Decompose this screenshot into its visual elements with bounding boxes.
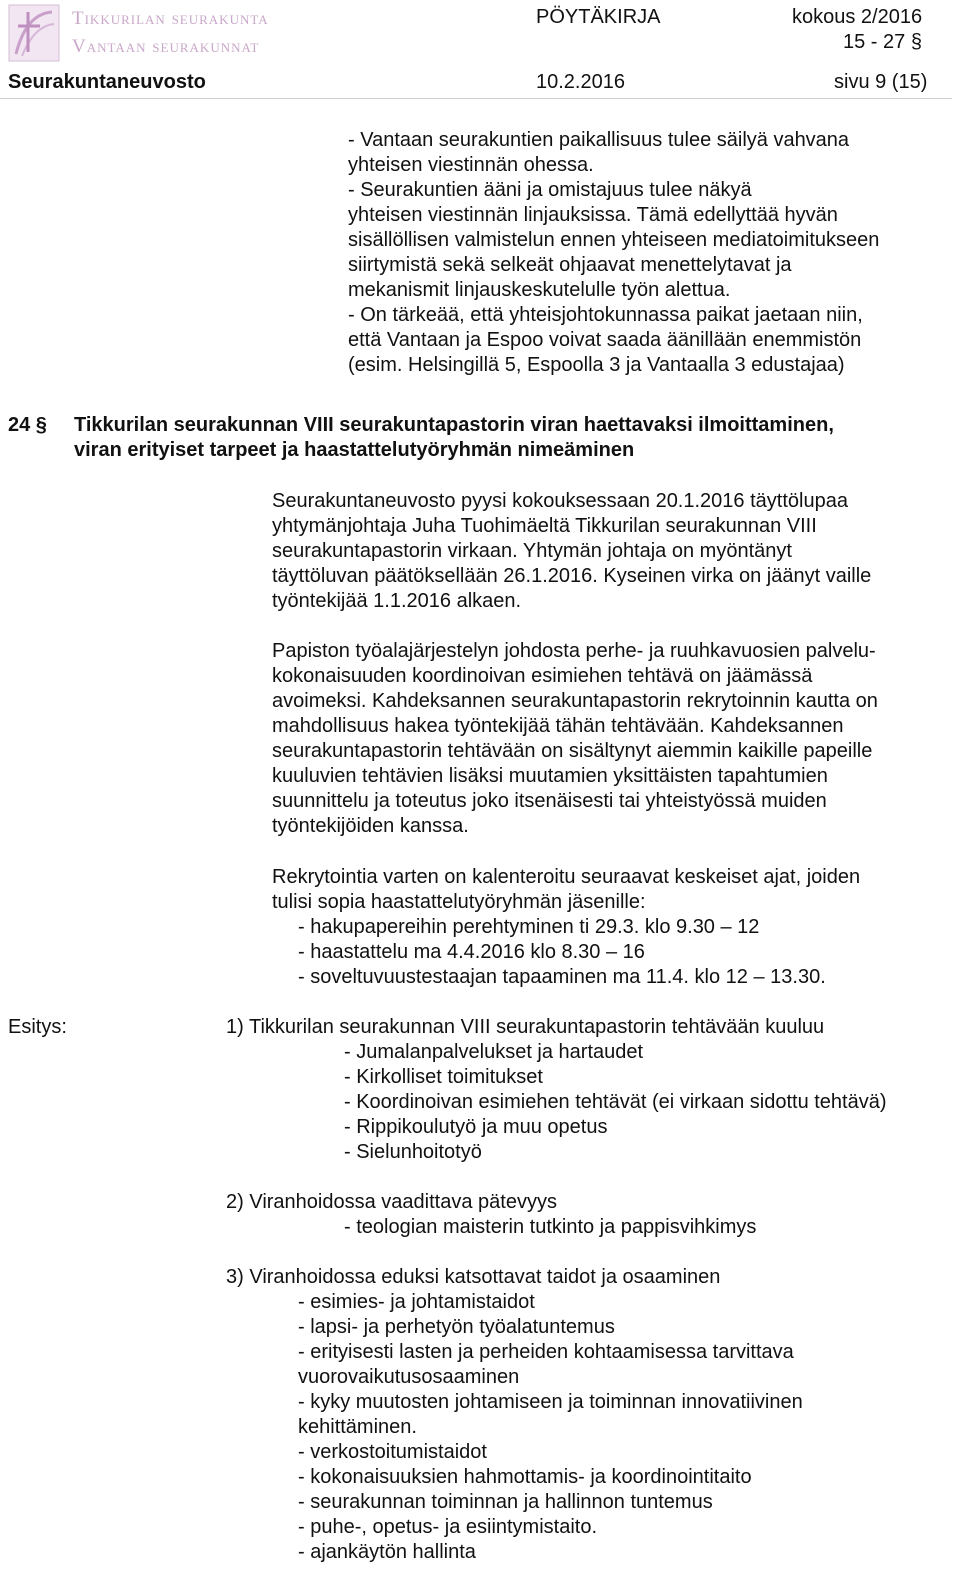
list-item: - lapsi- ja perhetyön työalatuntemus xyxy=(298,1316,615,1338)
org-name-line1: Tikkurilan seurakunta xyxy=(72,8,269,29)
body-name: Seurakuntaneuvosto xyxy=(8,71,206,93)
text-line: - On tärkeää, että yhteisjohtokunnassa paikat jaetaan niin, xyxy=(348,304,863,326)
text-line: kokonaisuuden koordinoivan esimiehen tehtävä on jäämässä xyxy=(272,665,813,687)
text-line: täyttöluvan päätöksellään 26.1.2016. Kyseinen virka on jäänyt vaille xyxy=(272,565,872,587)
list-item: - hakupapereihin perehtyminen ti 29.3. klo 9.30 – 12 xyxy=(298,916,760,938)
text-line: mahdollisuus hakea työntekijää tähän tehtävään. Kahdeksannen xyxy=(272,715,844,737)
paragraph-1 xyxy=(272,489,871,614)
schedule-list xyxy=(298,915,826,990)
text-line: siirtymistä sekä selkeät ohjaavat menettelytavat ja xyxy=(348,254,792,276)
proposal-item-1-list xyxy=(344,1040,887,1165)
proposal-item-2: 2) Viranhoidossa vaadittava pätevyys xyxy=(226,1191,557,1213)
text-line: seurakuntapastorin virkaan. Yhtymän johtaja on myöntänyt xyxy=(272,540,792,562)
section-number: 24 § xyxy=(8,414,47,436)
list-item: - ajankäytön hallinta xyxy=(298,1541,476,1563)
text-line: avoimeksi. Kahdeksannen seurakuntapastorin rekrytoinnin kautta on xyxy=(272,690,878,712)
list-item: - erityisesti lasten ja perheiden kohtaamisessa tarvittava xyxy=(298,1341,794,1363)
text-line: yhteisen viestinnän ohessa. xyxy=(348,154,594,176)
text-line: tulisi sopia haastattelutyöryhmän jäsenille: xyxy=(272,891,646,913)
text-line: Rekrytointia varten on kalenteroitu seuraavat keskeiset ajat, joiden xyxy=(272,866,861,888)
proposal-item-3-list xyxy=(298,1290,803,1565)
text-line: kuuluvien tehtävien lisäksi muutamien yksittäisten tapahtumien xyxy=(272,765,828,787)
text-line: mekanismit linjauskeskutelulle työn alettua. xyxy=(348,279,731,301)
list-item: - Jumalanpalvelukset ja hartaudet xyxy=(344,1041,644,1063)
section-title-line: viran erityiset tarpeet ja haastattelutyöryhmän nimeäminen xyxy=(74,439,635,461)
text-line: yhtymänjohtaja Juha Tuohimäeltä Tikkurilan seurakunnan VIII xyxy=(272,515,817,537)
text-line: yhteisen viestinnän linjauksissa. Tämä edellyttää hyvän xyxy=(348,204,838,226)
list-item: - teologian maisterin tutkinto ja pappisvihkimys xyxy=(344,1216,757,1238)
meeting-date: 10.2.2016 xyxy=(536,71,625,93)
list-item: vuorovaikutusosaaminen xyxy=(298,1366,520,1388)
proposal-item-2-list xyxy=(344,1215,756,1240)
list-item: - haastattelu ma 4.4.2016 klo 8.30 – 16 xyxy=(298,941,645,963)
list-item: - kokonaisuuksien hahmottamis- ja koordinointitaito xyxy=(298,1466,752,1488)
text-line: - Vantaan seurakuntien paikallisuus tulee säilyä vahvana xyxy=(348,129,850,151)
list-item: - soveltuvuustestaajan tapaaminen ma 11.4. klo 12 – 13.30. xyxy=(298,966,826,988)
proposal-label: Esitys: xyxy=(8,1016,67,1038)
section-range: 15 - 27 § xyxy=(843,31,922,53)
meeting-number: kokous 2/2016 xyxy=(792,6,923,28)
list-item: - Kirkolliset toimitukset xyxy=(344,1066,543,1088)
paragraph-2 xyxy=(272,639,878,839)
paragraph-3 xyxy=(272,865,860,915)
proposal-item-1: 1) Tikkurilan seurakunnan VIII seurakuntapastorin tehtävään kuuluu xyxy=(226,1016,825,1038)
text-line: suunnittelu ja toteutus joko itsenäisesti tai yhteistyössä muiden xyxy=(272,790,827,812)
text-line: Papiston työalajärjestelyn johdosta perhe- ja ruuhkavuosien palvelu- xyxy=(272,640,876,662)
parish-logo xyxy=(8,4,60,62)
list-item: - kyky muutosten johtamiseen ja toiminnan innovatiivinen xyxy=(298,1391,803,1413)
proposal-item-3: 3) Viranhoidossa eduksi katsottavat taidot ja osaaminen xyxy=(226,1266,721,1288)
text-line: työntekijää 1.1.2016 alkaen. xyxy=(272,590,522,612)
header-divider xyxy=(0,98,952,99)
text-line: työntekijöiden kanssa. xyxy=(272,815,469,837)
section-title-line: Tikkurilan seurakunnan VIII seurakuntapastorin viran haettavaksi ilmoittaminen, xyxy=(74,414,834,436)
list-item: - esimies- ja johtamistaidot xyxy=(298,1291,535,1313)
text-line: - Seurakuntien ääni ja omistajuus tulee näkyä xyxy=(348,179,752,201)
document-type: PÖYTÄKIRJA xyxy=(536,6,661,28)
text-line: (esim. Helsingillä 5, Espoolla 3 ja Vantaalla 3 edustajaa) xyxy=(348,354,845,376)
list-item: - Sielunhoitotyö xyxy=(344,1141,482,1163)
text-line: Seurakuntaneuvosto pyysi kokouksessaan 20.1.2016 täyttölupaa xyxy=(272,490,848,512)
text-line: seurakuntapastorin tehtävään on sisältynyt aiemmin kaikille papeille xyxy=(272,740,873,762)
page-number: sivu 9 (15) xyxy=(834,71,928,93)
text-line: että Vantaan ja Espoo voivat saada äänillään enemmistön xyxy=(348,329,862,351)
list-item: - seurakunnan toiminnan ja hallinnon tuntemus xyxy=(298,1491,713,1513)
carryover-paragraph xyxy=(348,128,879,378)
list-item: - Koordinoivan esimiehen tehtävät (ei virkaan sidottu tehtävä) xyxy=(344,1091,887,1113)
org-name-line2: Vantaan seurakunnat xyxy=(72,36,260,57)
list-item: - puhe-, opetus- ja esiintymistaito. xyxy=(298,1516,598,1538)
list-item: - verkostoitumistaidot xyxy=(298,1441,487,1463)
list-item: - Rippikoulutyö ja muu opetus xyxy=(344,1116,608,1138)
section-title xyxy=(74,413,834,463)
text-line: sisällöllisen valmistelun ennen yhteiseen mediatoimitukseen xyxy=(348,229,880,251)
list-item: kehittäminen. xyxy=(298,1416,417,1438)
